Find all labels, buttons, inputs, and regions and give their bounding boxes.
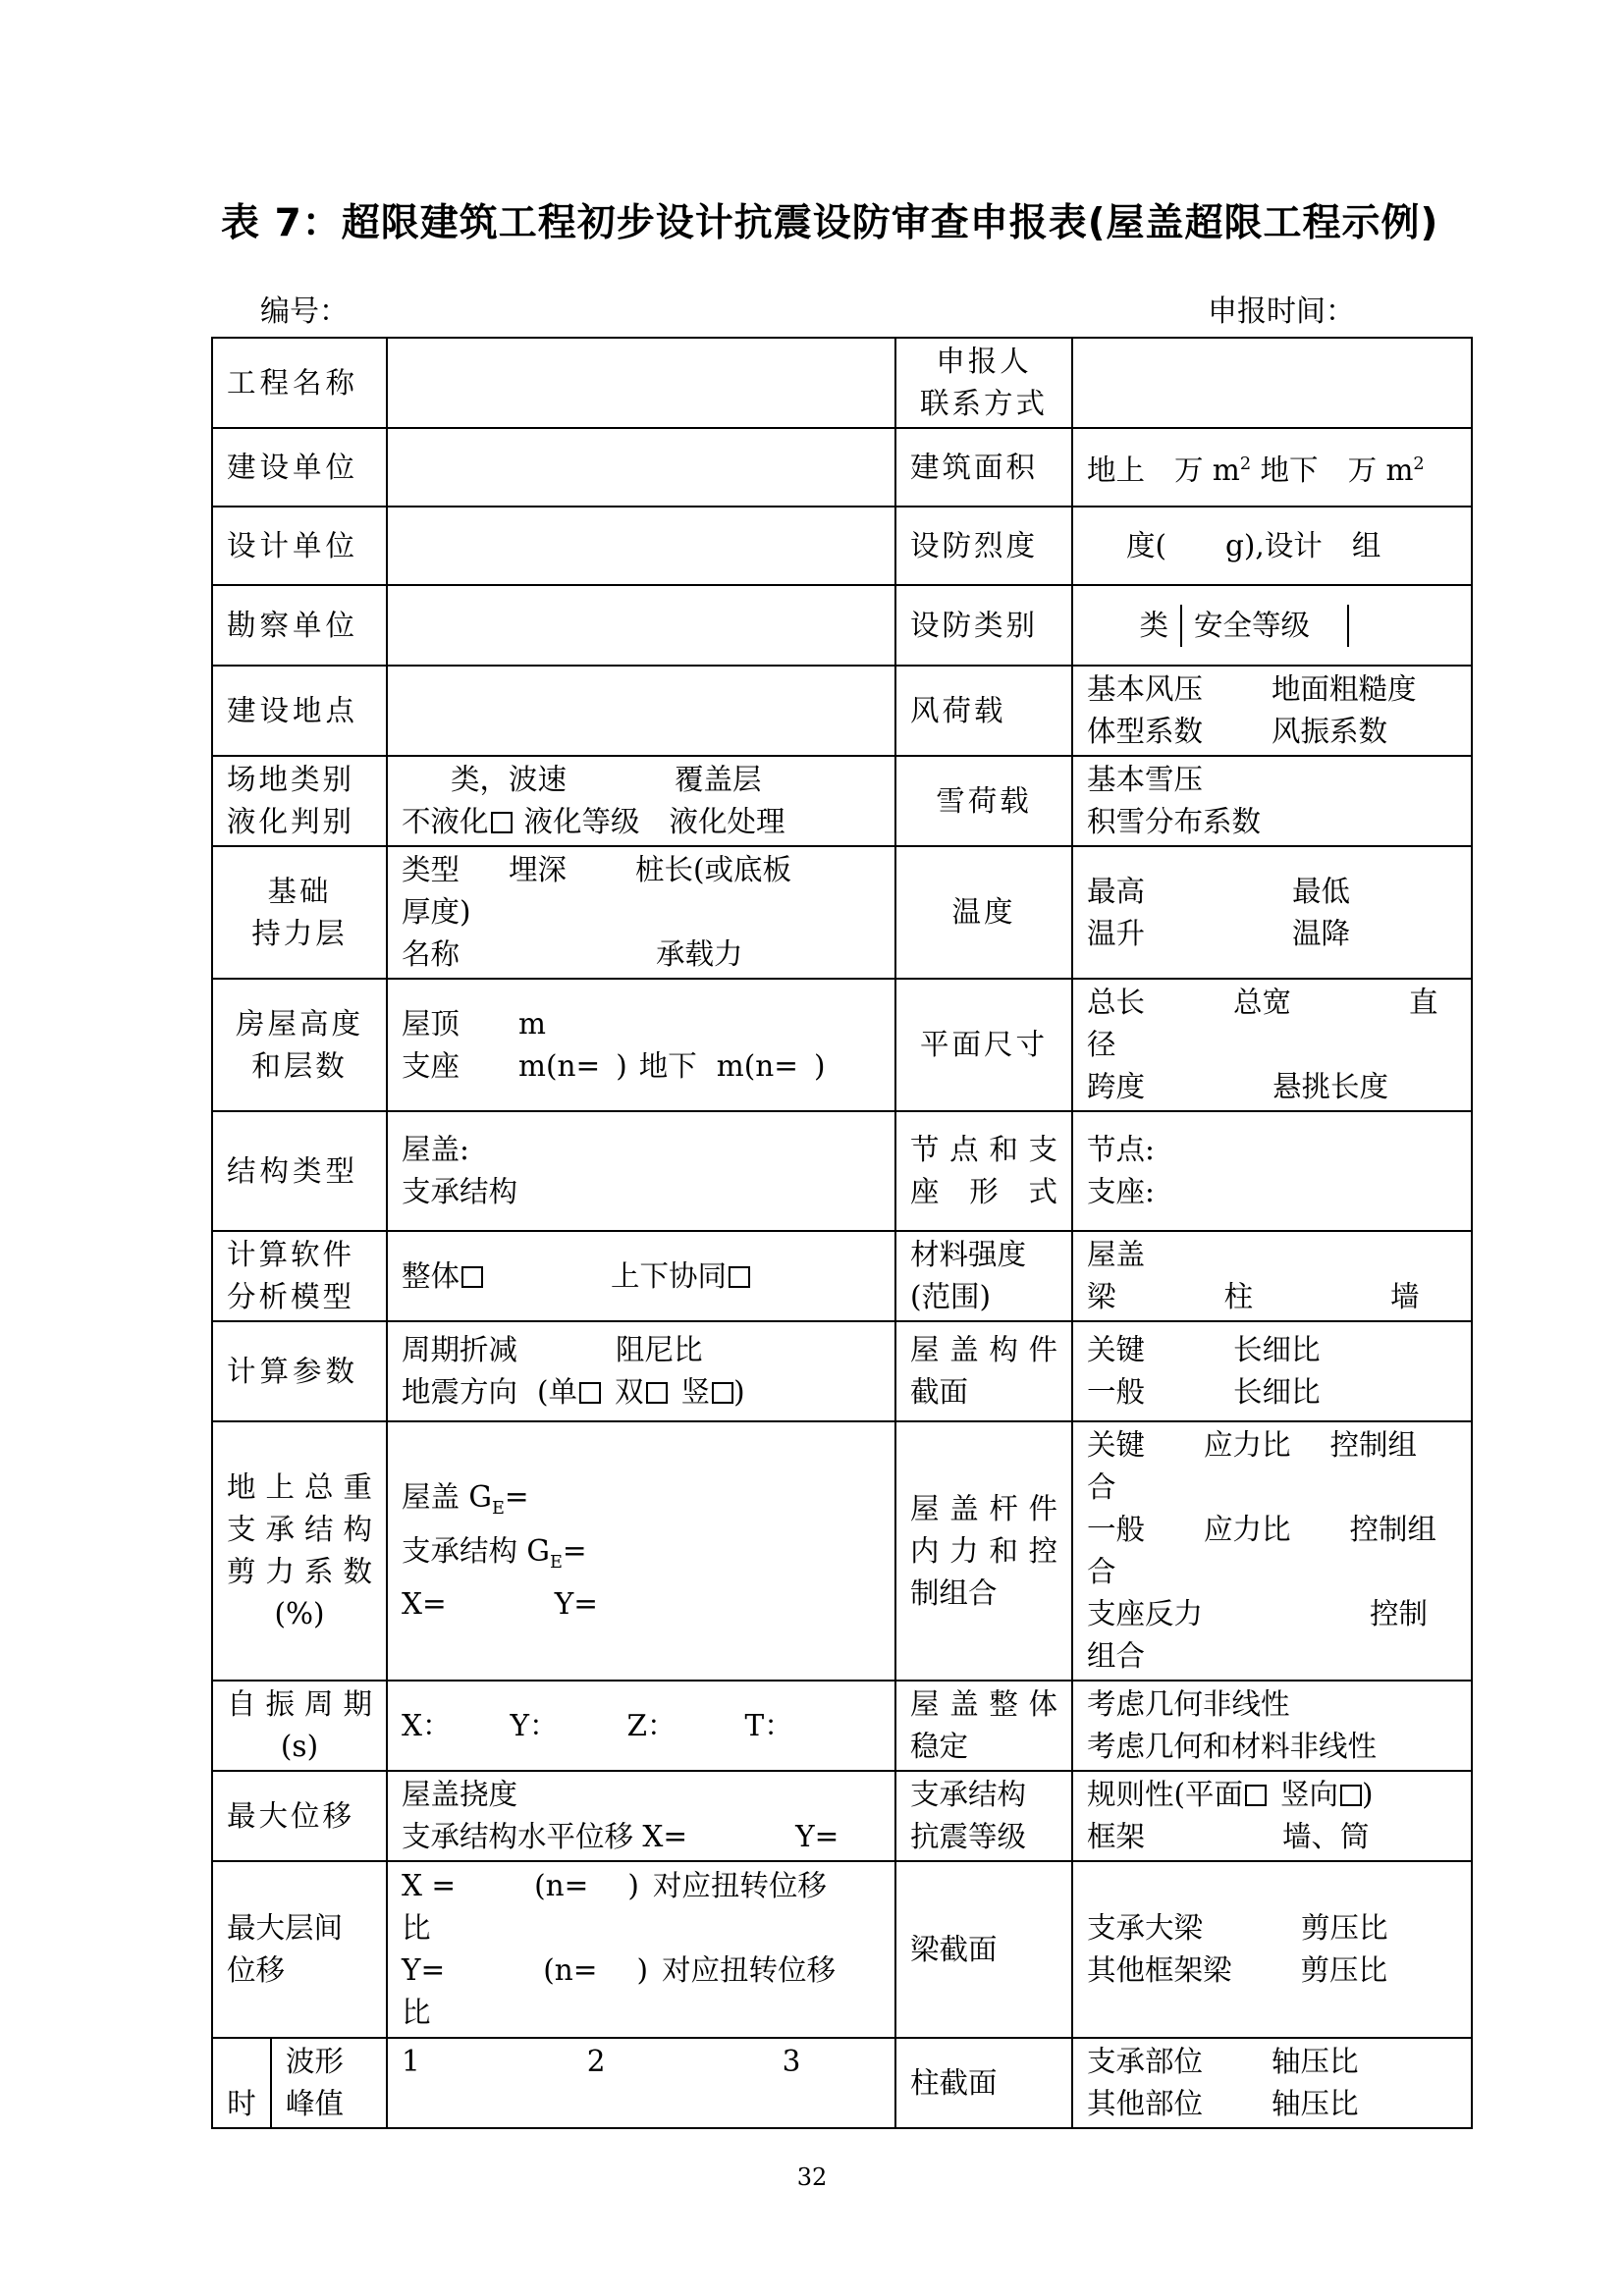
field-fortification-category[interactable] (1072, 585, 1472, 666)
label-survey-unit: 勘察单位 (212, 585, 387, 666)
label-waveform-peak: 波形 峰值 (271, 2038, 387, 2128)
checkbox-icon[interactable] (579, 1382, 601, 1404)
table-row (212, 756, 1472, 846)
field-fortification-intensity[interactable]: 度( g),设计 组 (1072, 507, 1472, 585)
label-wind-load: 风荷载 (895, 666, 1072, 756)
label-construction-unit: 建设单位 (212, 428, 387, 507)
label-max-displacement: 最大位移 (212, 1771, 387, 1861)
field-applicant-contact[interactable] (1072, 338, 1472, 428)
label-building-area: 建筑面积 (895, 428, 1072, 507)
label-height-floors: 房屋高度 和层数 (212, 979, 387, 1111)
field-max-displacement[interactable]: 屋盖挠度 支承结构水平位移 X= Y= (387, 1771, 895, 1861)
label-applicant-contact: 申报人 联系方式 (895, 338, 1072, 428)
field-roof-member-force[interactable]: 关键 应力比 控制组 合 一般 应力比 控制组 合 支座反力 控制 组合 (1072, 1421, 1472, 1681)
label-joint-support-form: 节点和支 座形式 (895, 1111, 1072, 1231)
field-natural-period[interactable]: X： Y： Z： T： (387, 1681, 895, 1771)
label-fortification-intensity: 设防烈度 (895, 507, 1072, 585)
label-roof-member-section: 屋盖构件 截面 (895, 1321, 1072, 1421)
table-row (212, 1861, 1472, 2038)
page-title: 表 7：超限建筑工程初步设计抗震设防审查申报表(屋盖超限工程示例) (221, 201, 1439, 245)
label-roof-stability: 屋盖整体 稳定 (895, 1681, 1072, 1771)
table-row (212, 1111, 1472, 1231)
label-column-section: 柱截面 (895, 2038, 1072, 2128)
checkbox-icon[interactable] (729, 1266, 750, 1288)
date-label: 申报时间： (1208, 294, 1355, 329)
field-temperature[interactable]: 最高 最低 温升 温降 (1072, 846, 1472, 979)
field-total-weight-shear[interactable]: 屋盖 $G_E=$ 支承结构 $G_E=$ X= Y= (387, 1421, 895, 1681)
table-row (212, 507, 1472, 585)
field-roof-member-section[interactable]: 关键 长细比 一般 长细比 (1072, 1321, 1472, 1421)
field-support-seismic-grade[interactable]: 规则性(平面 竖向 ) 框架 墙、筒 (1072, 1771, 1472, 1861)
page-number: 32 (796, 2163, 828, 2191)
field-construction-unit[interactable] (387, 428, 895, 507)
field-joint-support-form[interactable]: 节点: 支座: (1072, 1111, 1472, 1231)
label-design-unit: 设计单位 (212, 507, 387, 585)
label-temperature: 温度 (895, 846, 1072, 979)
label-material-strength: 材料强度 (范围) (895, 1231, 1072, 1321)
table-row (212, 1231, 1472, 1321)
label-total-weight-shear: 地上总重 支承结构 剪力系数 (%) (212, 1421, 387, 1681)
field-wind-load[interactable]: 基本风压 地面粗糙度 体型系数 风振系数 (1072, 666, 1472, 756)
label-project-name: 工程名称 (212, 338, 387, 428)
table-row (212, 338, 1472, 428)
table-row (212, 846, 1472, 979)
field-column-section[interactable]: 支承部位 轴压比 其他部位 轴压比 (1072, 2038, 1472, 2128)
label-support-seismic-grade: 支承结构 抗震等级 (895, 1771, 1072, 1861)
label-max-story-drift: 最大层间 位移 (212, 1861, 387, 2038)
table-row (212, 979, 1472, 1111)
checkbox-icon[interactable] (1340, 1785, 1362, 1806)
table-row (212, 428, 1472, 507)
label-structure-type: 结构类型 (212, 1111, 387, 1231)
label-fortification-category: 设防类别 (895, 585, 1072, 666)
field-safety-grade[interactable] (1348, 605, 1471, 647)
table-row (212, 1321, 1472, 1421)
label-calc-parameters: 计算参数 (212, 1321, 387, 1421)
field-structure-type[interactable]: 屋盖: 支承结构 (387, 1111, 895, 1231)
label-plan-dimension: 平面尺寸 (895, 979, 1072, 1111)
field-building-area[interactable]: 地上 万 $m^2$ 地下 万 $m^2$ (1072, 428, 1472, 507)
field-waveform-peak[interactable]: 1 2 3 (387, 2038, 895, 2128)
field-foundation[interactable]: 类型 埋深 桩长(或底板 厚度) 名称 承载力 (387, 846, 895, 979)
field-software-model[interactable]: 整体 上下协同 (387, 1231, 895, 1321)
field-beam-section[interactable]: 支承大梁 剪压比 其他框架梁 剪压比 (1072, 1861, 1472, 2038)
category-unit: 类 (1139, 608, 1169, 642)
field-snow-load[interactable]: 基本雪压 积雪分布系数 (1072, 756, 1472, 846)
checkbox-icon[interactable] (646, 1382, 668, 1404)
label-software-model: 计算软件 分析模型 (212, 1231, 387, 1321)
field-construction-site[interactable] (387, 666, 895, 756)
field-material-strength[interactable]: 屋盖 梁 柱 墙 (1072, 1231, 1472, 1321)
checkbox-icon[interactable] (491, 812, 513, 833)
label-foundation: 基础 持力层 (212, 846, 387, 979)
table-row (212, 1421, 1472, 1681)
label-snow-load: 雪荷载 (895, 756, 1072, 846)
field-height-floors[interactable]: 屋顶 m 支座 m(n= ) 地下 m(n= ) (387, 979, 895, 1111)
label-construction-site: 建设地点 (212, 666, 387, 756)
application-form-table (211, 337, 1473, 2129)
label-roof-member-force: 屋盖杆件 内力和控 制组合 (895, 1421, 1072, 1681)
checkbox-icon[interactable] (1245, 1785, 1267, 1806)
field-max-story-drift[interactable]: X = (n= ) 对应扭转位移 比 Y= (n= ) 对应扭转位移 比 (387, 1861, 895, 2038)
safety-grade-label: 安全等级 (1181, 605, 1348, 647)
field-design-unit[interactable] (387, 507, 895, 585)
label-time: 时 (212, 2038, 271, 2128)
table-row (212, 585, 1472, 666)
table-row (212, 2038, 1472, 2128)
table-row (212, 666, 1472, 756)
field-survey-unit[interactable] (387, 585, 895, 666)
table-row (212, 1771, 1472, 1861)
field-calc-parameters[interactable]: 周期折减 阻尼比 地震方向 (单 双 竖 ) (387, 1321, 895, 1421)
field-project-name[interactable] (387, 338, 895, 428)
label-site-liquefaction: 场地类别 液化判别 (212, 756, 387, 846)
field-roof-stability[interactable]: 考虑几何非线性 考虑几何和材料非线性 (1072, 1681, 1472, 1771)
checkbox-icon[interactable] (461, 1266, 483, 1288)
checkbox-icon[interactable] (712, 1382, 733, 1404)
table-row (212, 1681, 1472, 1771)
field-plan-dimension[interactable]: 总长 总宽 直 径 跨度 悬挑长度 (1072, 979, 1472, 1111)
label-beam-section: 梁截面 (895, 1861, 1072, 2038)
label-natural-period: 自振周期 (s) (212, 1681, 387, 1771)
number-label: 编号： (260, 294, 349, 329)
field-site-liquefaction[interactable]: 类，波速 覆盖层 不液化 液化等级 液化处理 (387, 756, 895, 846)
